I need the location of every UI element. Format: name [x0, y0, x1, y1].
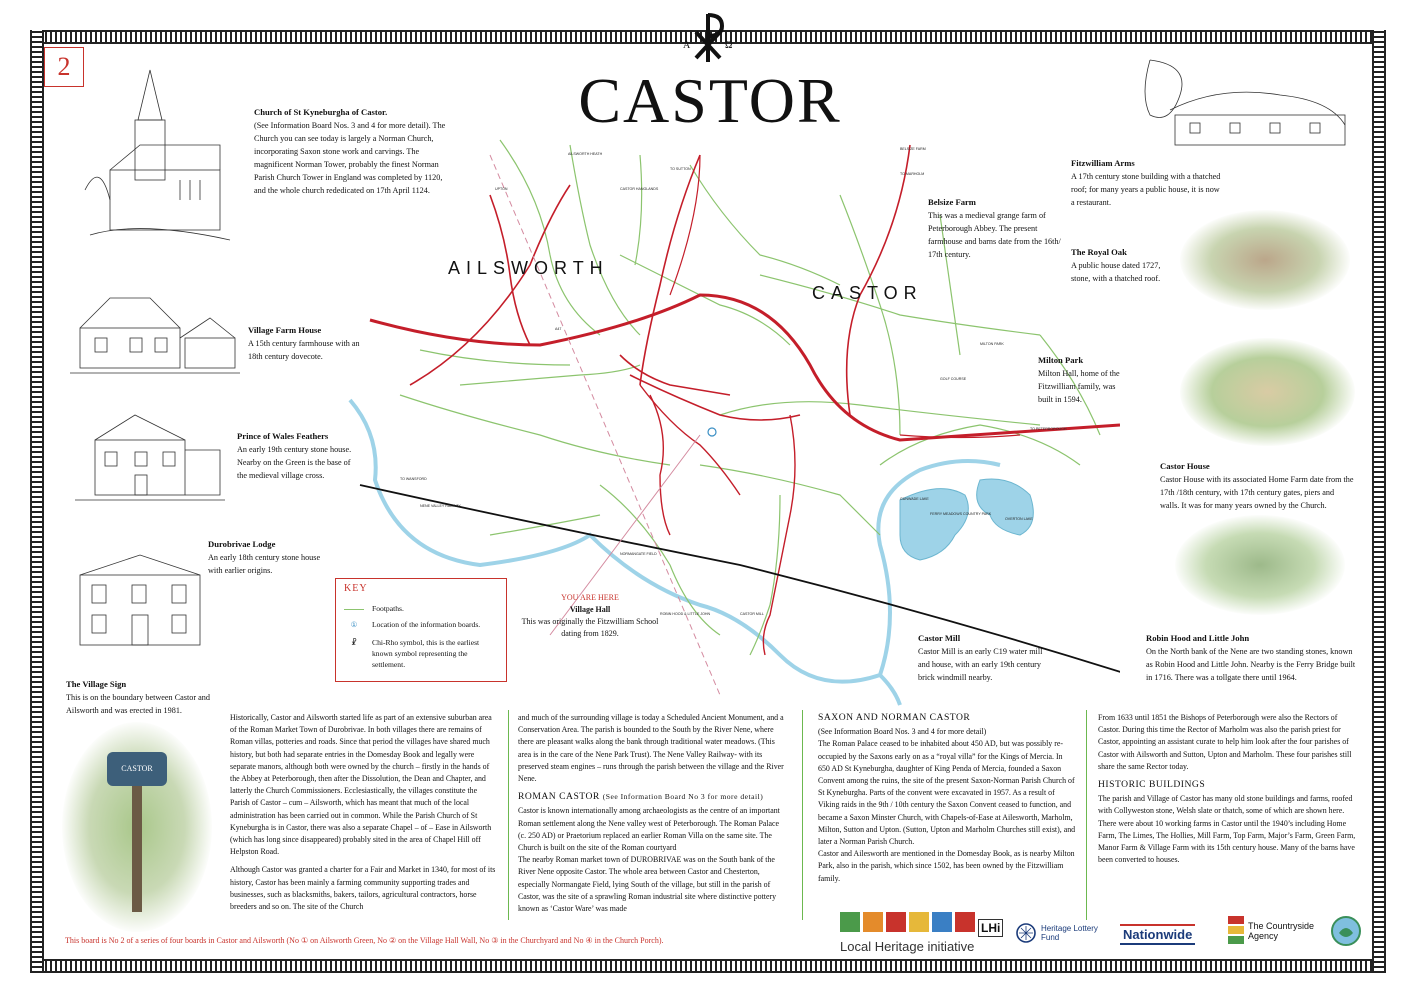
- durobrivae-lodge-sketch-image: [70, 545, 210, 655]
- svg-text:TO SUTTON: TO SUTTON: [670, 167, 691, 171]
- svg-text:ROBIN HOOD & LITTLE JOHN: ROBIN HOOD & LITTLE JOHN: [660, 612, 711, 616]
- column-buildings: From 1633 until 1851 the Bishops of Peterborough were also the Rectors of Castor. During this time the Rector of Marholm was also the parish priest for Castor, appointing an assistant curate to help him look after the four parishes of Castor with Ailsworth and Sutton, Upton and Marholm. These four parishes still share the same Rector today. HISTORIC BUILDINGS The parish and Village of Castor has many old stone buildings and farms, roofed with Collyweston stone, Welsh slate or thatch, some of which are shown here. There were about 10 working farms in Castor until the 1940’s including Home Farm, The Limes, The Hollies, Mill Farm, Top Farm, Major’s Farm, Green Farm, Manor Farm & Village Farm with its 15th century house. Many of the barns have been converted to houses.: [1098, 713, 1356, 865]
- hlf-logo: Heritage Lottery Fund: [1015, 922, 1101, 944]
- prince-of-wales-sketch-image: [75, 400, 225, 510]
- village-sign-photo: CASTOR: [62, 722, 212, 932]
- svg-text:TO MARHOLM: TO MARHOLM: [900, 172, 925, 176]
- svg-text:TO PETERBOROUGH: TO PETERBOROUGH: [1030, 427, 1067, 431]
- divider-3: [1086, 710, 1087, 920]
- column-roman: and much of the surrounding village is today a Scheduled Ancient Monument, and a Conservation Area. The parish is bounded to the South by the River Nene, where there are pleasant walks along the bank through traditional water meadows. (This area is in the care of the Nene Park Trust). The Nene Valley Railway- with its preserved steam engines – runs through the parish between the village and the River Nene. ROMAN CASTOR (See Information Board No 3 for more detail) Castor is known internationally among archaeologists as the centre of an important Roman settlement along the Nene valley west of Peterborough. The Roman Palace (c. 250 AD) or Praetorium replaced an earlier Roman Villa on the same site. The Church is built on the site of the Roman courtyard The nearby Roman market town of DUROBRIVAE was on the South bank of the River Nene opposite Castor. The whole area between Castor and Chesterton, especially Normangate Field, lying South of the village, but still in the parish of Castor, was the site of a sprawling Roman industrial site where distinctive pottery known as ‘Castor Ware’ was made: [518, 712, 788, 921]
- caption-church: Church of St Kyneburgha of Castor. (See Information Board Nos. 3 and 4 for more detail). The Church you can see today is largely a Norman Church, incorporating Saxon stone work and carvings. The magnificent Norman Tower, probably the finest Norman Parish Church Tower in England was completed by 1120, and the whole church rededicated on 17th April 1124.: [254, 107, 446, 195]
- border-bottom: [30, 959, 1386, 973]
- caption-fitzwilliam-arms: Fitzwilliam Arms A 17th century stone building with a thatched roof; for many years a public house, it is now a restaurant.: [1071, 158, 1221, 207]
- border-left: [30, 30, 44, 973]
- key-item-footpaths: Footpaths.: [344, 603, 499, 614]
- you-are-here: YOU ARE HERE Village Hall This was originally the Fitzwilliam School dating from 1829.: [521, 593, 659, 638]
- caption-castor-house: Castor House Castor House with its associated Home Farm date from the 17th /18th century, with 17th century gates, piers and walls. It was for many years owned by the Church.: [1160, 461, 1354, 510]
- svg-text:NORMANGATE FIELD: NORMANGATE FIELD: [620, 552, 657, 556]
- countryside-agency-logo: The Countryside Agency: [1228, 916, 1318, 946]
- svg-text:TO WANSFORD: TO WANSFORD: [400, 477, 427, 481]
- overton-lake: [977, 479, 1034, 535]
- village-farm-sketch-image: [70, 278, 240, 378]
- key-item-info-boards: ① Location of the information boards.: [350, 620, 481, 629]
- svg-text:CASTOR MILL: CASTOR MILL: [740, 612, 764, 616]
- divider-2: [802, 710, 803, 920]
- svg-text:BELSIZE FARM: BELSIZE FARM: [900, 147, 926, 151]
- caption-robin-hood: Robin Hood and Little John On the North bank of the Nene are two standing stones, known as Robin Hood and Little John. Nearby is the Ferry Bridge built in 1716. There was a tollgate there until 1964.: [1146, 633, 1356, 682]
- castor-house-photo: [1180, 338, 1355, 446]
- fitzwilliam-arms-sketch-image: [1130, 55, 1360, 155]
- alpha-letter: A: [683, 40, 691, 51]
- caption-royal-oak: The Royal Oak A public house dated 1727, stone, with a thatched roof.: [1071, 247, 1161, 283]
- key-item-chi-rho: ☧ Chi-Rho symbol, this is the earliest known symbol representing the settlement.: [351, 638, 480, 669]
- caption-castor-mill: Castor Mill Castor Mill is an early C19 water mill and house, with an early 19th century brick windmill nearby.: [918, 633, 1043, 682]
- svg-text:FERRY MEADOWS COUNTRY PARK: FERRY MEADOWS COUNTRY PARK: [930, 512, 992, 516]
- info-board-marker: [708, 428, 716, 436]
- page-title: CASTOR: [578, 65, 842, 136]
- caption-village-sign: The Village Sign This is on the boundary between Castor and Ailsworth and was erected in 1981.: [66, 679, 210, 715]
- church-sketch-image: [80, 60, 240, 250]
- divider-1: [508, 710, 509, 920]
- column-history: Historically, Castor and Ailsworth started life as part of an extensive suburban area of the Roman Market Town of Durobrivae. In both villages there are remains of Roman villas, potteries and roads. Since that period the villages have shared much history, but both had separate entries in the Domesday Book and legally were separate manors, although both were owned by the church – firstly in the hands of the Abbey at Peterborough, then after the Dissolution, the Dean and Chapter, and latterly the Church Commissioners. Ecclesiastically, the villages constitute the Parish of Castor – cum – Ailsworth, which has meant that much of the local administration has been carried out in common. While the Parish Church of St Kyneburgha is in Castor, there was also a separate Chapel – of – Ease in Ailsworth (which has long since disappeared) probably sited in the area of Chapel Hill off Helpston Road. Although Castor was granted a charter for a Fair and Market in 1340, for most of its history, Castor has been mainly a farming community supporting trades and businesses, such as blacksmiths, bakers, tailors, agricultural contractors, horse breeders and so on. The site of the Church: [230, 713, 496, 912]
- place-label-ailsworth: AILSWORTH: [448, 258, 609, 278]
- column-saxon: SAXON AND NORMAN CASTOR (See Information Board Nos. 3 and 4 for more detail) The Roman Palace ceased to be inhabited about 450 AD, but was possibly re-occupied by the Saxons early on as a “royal villa” for the Kings of Mercia. In 650 AD St Kyneburgha, daughter of King Penda of Mercia, founded a Saxon Convent among the ruins, the site of the present Saxon-Norman Parish Church of St Kyneburgha. Parts of the convent were excavated in 1957. As a result of Viking raids in the 9th / 10th century the Saxon Convent ceased to function, and became a Saxon Minster Church, with Chapels-of-Ease at Ailesworth, Marholm, Milton, Sutton and Upton. (Sutton, Upton and Marholm Churches still exist), and later a Norman Parish Church. Castor and Ailesworth are mentioned in the Domesday Book, as is nearby Milton Park, also in the parish, which since 1502, has been owned by the Fitzwilliam family.: [818, 712, 1076, 883]
- svg-text:A47: A47: [555, 327, 562, 331]
- svg-text:CASTOR HANGLANDS: CASTOR HANGLANDS: [620, 187, 659, 191]
- ferry-bridge-photo: [1175, 515, 1345, 615]
- svg-text:AILSWORTH HEATH: AILSWORTH HEATH: [568, 152, 603, 156]
- caption-milton-park: Milton Park Milton Hall, home of the Fitzwilliam family, was built in 1594.: [1038, 355, 1120, 404]
- border-right: [1372, 30, 1386, 973]
- caption-belsize-farm: Belsize Farm This was a medieval grange farm of Peterborough Abbey. The present farmhouse and barns date from the 16th/ 17th century.: [928, 197, 1061, 259]
- caption-durobrivae-lodge: Durobrivae Lodge An early 18th century stone house with earlier origins.: [208, 539, 321, 575]
- nationwide-logo: Nationwide: [1120, 924, 1195, 945]
- environment-logo-icon: [1330, 915, 1362, 952]
- royal-oak-photo: [1180, 210, 1350, 310]
- svg-text:NENE VALLEY RAILWAY: NENE VALLEY RAILWAY: [420, 504, 461, 508]
- caption-village-farm: Village Farm House A 15th century farmhouse with an 18th century dovecote.: [248, 325, 360, 361]
- map-key: [335, 578, 507, 682]
- caption-prince-of-wales: Prince of Wales Feathers An early 19th century stone house. Nearby on the Green is the base of the medieval village cross.: [237, 431, 352, 480]
- roman-heading: ROMAN CASTOR (See Information Board No 3 for more detail): [518, 791, 764, 803]
- svg-text:GUNWADE LAKE: GUNWADE LAKE: [900, 497, 929, 501]
- key-title: KEY: [344, 583, 368, 594]
- footer-note: This board is No 2 of a series of four boards in Castor and Ailsworth (No ① on Ailsworth Green, No ② on the Village Hall Wall, No ③ in the Churchyard and No ④ in the Church Porch).: [65, 936, 664, 945]
- road-a47: [370, 295, 1120, 440]
- svg-text:UPTON: UPTON: [495, 187, 508, 191]
- lhi-logo: LHi Local Heritage initiative: [840, 912, 1003, 954]
- svg-text:MILTON PARK: MILTON PARK: [980, 342, 1004, 346]
- svg-text:OVERTON LAKE: OVERTON LAKE: [1005, 517, 1033, 521]
- chi-rho-icon: [680, 10, 736, 65]
- svg-text:GOLF COURSE: GOLF COURSE: [940, 377, 967, 381]
- place-label-castor: CASTOR: [812, 283, 923, 303]
- omega-letter: Ω: [725, 40, 733, 51]
- board-number: 2: [44, 47, 84, 87]
